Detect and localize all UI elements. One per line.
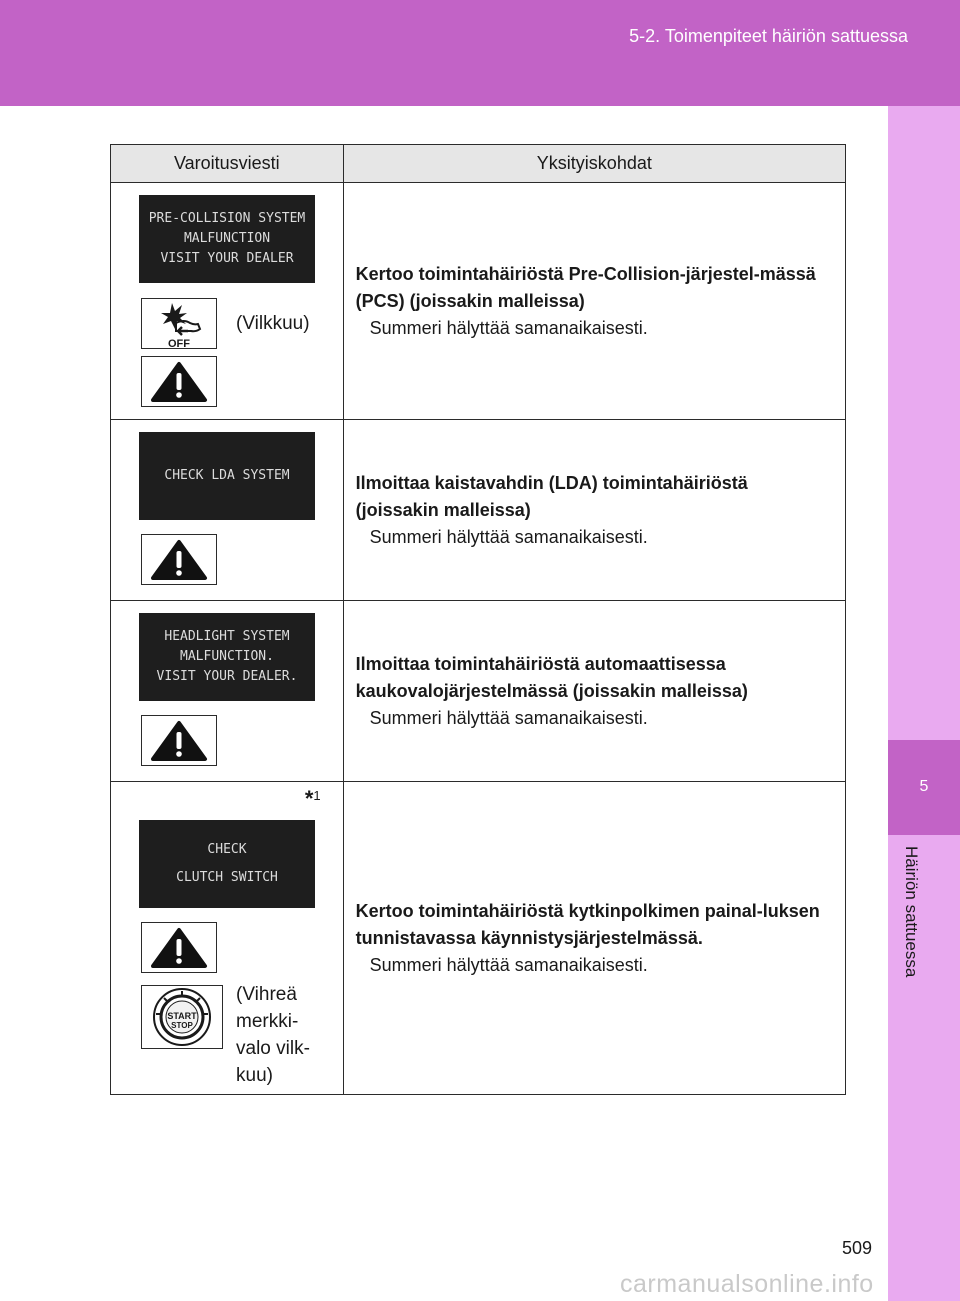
warning-cell-headlight	[111, 601, 344, 782]
svg-text:OFF: OFF	[168, 338, 190, 348]
table-row-clutch	[111, 782, 846, 1095]
details-cell-pcs	[343, 183, 845, 420]
blink-note: (Vilkkuu)	[236, 313, 310, 334]
details-title: Ilmoittaa toimintahäiriöstä automaattisessa kaukovalojärjestelmässä (joissakin malleissa)	[355, 653, 748, 701]
warning-triangle-icon	[141, 715, 217, 766]
table-header-row	[111, 145, 846, 183]
table-row-headlight	[111, 601, 846, 782]
details-body: Summeri hälyttää samanaikaisesti.	[369, 317, 648, 338]
header-details: Yksityiskohdat	[343, 145, 845, 183]
details-title: Kertoo toimintahäiriöstä Pre-Collision-järjestel-mässä (PCS) (joissakin malleissa)	[355, 263, 816, 311]
chapter-number-tab: 5	[888, 740, 960, 835]
multi-info-display-lda: CHECK LDA SYSTEM	[139, 432, 315, 520]
table-row-pcs	[111, 183, 846, 420]
watermark: carmanualsonline.info	[620, 1270, 874, 1298]
details-cell-headlight	[343, 601, 845, 782]
details-cell-lda	[343, 420, 845, 601]
section-title: 5-2. Toimenpiteet häiriön sattuessa	[629, 26, 908, 46]
warning-message-table	[110, 144, 846, 1095]
warning-triangle-icon	[141, 534, 217, 585]
details-body: Summeri hälyttää samanaikaisesti.	[369, 707, 648, 728]
header-warning-message: Varoitusviesti	[111, 145, 344, 183]
chapter-title-vertical: Häiriön sattuessa	[902, 846, 921, 978]
warning-triangle-icon	[141, 356, 217, 407]
page-number: 509	[842, 1238, 873, 1258]
details-body: Summeri hälyttää samanaikaisesti.	[369, 954, 648, 975]
details-cell-clutch	[343, 782, 845, 1095]
details-title: Ilmoittaa kaistavahdin (LDA) toimintahäiriöstä (joissakin malleissa)	[355, 472, 748, 520]
header-band	[0, 0, 960, 106]
multi-info-display-headlight: HEADLIGHT SYSTEM MALFUNCTION. VISIT YOUR DEALER.	[139, 613, 315, 701]
multi-info-display-pcs: PRE-COLLISION SYSTEM MALFUNCTION VISIT YOUR DEALER	[139, 195, 315, 283]
table-row-lda	[111, 420, 846, 601]
warning-cell-lda	[111, 420, 344, 601]
svg-text:STOP: STOP	[171, 1021, 193, 1030]
details-title: Kertoo toimintahäiriöstä kytkinpolkimen painal-luksen tunnistavassa käynnistysjärjestelmässä.	[355, 900, 820, 948]
engine-start-stop-button-icon	[141, 985, 223, 1049]
svg-text:START: START	[167, 1011, 197, 1021]
warning-cell-pcs	[111, 183, 344, 420]
pcs-off-indicator-icon	[141, 298, 217, 349]
details-body: Summeri hälyttää samanaikaisesti.	[369, 526, 648, 547]
warning-triangle-icon	[141, 922, 217, 973]
multi-info-display-clutch: CHECK CLUTCH SWITCH	[139, 820, 315, 908]
footnote-marker: *1	[304, 786, 321, 811]
chapter-side-tab	[888, 106, 960, 1301]
green-indicator-note: (Vihreä merkki- valo vilk- kuu)	[236, 984, 310, 1086]
warning-cell-clutch	[111, 782, 344, 1095]
